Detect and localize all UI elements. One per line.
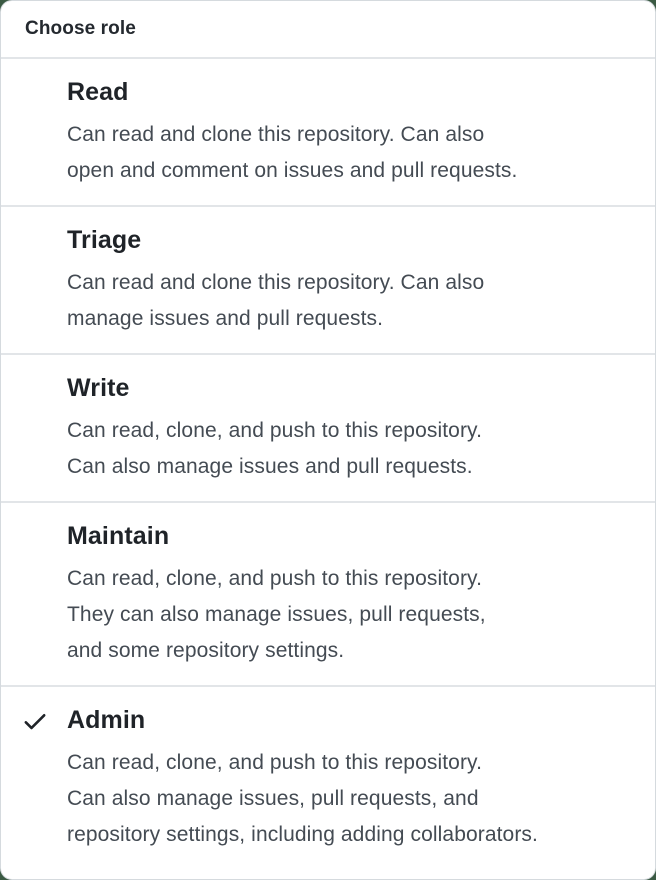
menu-header <box>1 1 655 59</box>
description-line: repository settings, including adding collaborators. <box>67 823 538 846</box>
description-line: Can read and clone this repository. Can also <box>67 271 485 294</box>
description-line: Can read, clone, and push to this repository. <box>67 419 483 442</box>
role-name: Admin <box>67 706 146 734</box>
description-line: Can read and clone this repository. Can also <box>67 123 485 146</box>
check-icon <box>21 707 49 735</box>
role-name: Triage <box>67 226 142 254</box>
description-line: and some repository settings. <box>67 639 345 662</box>
menu-title: Choose role <box>25 18 136 39</box>
role-option-read[interactable] <box>1 59 655 207</box>
role-name: Read <box>67 78 129 106</box>
description-line: Can also manage issues, pull requests, and <box>67 787 479 810</box>
role-description <box>67 561 631 669</box>
role-name: Maintain <box>67 522 170 550</box>
role-description <box>67 265 631 337</box>
role-description <box>67 745 631 853</box>
role-option-admin[interactable] <box>1 687 655 869</box>
role-option-maintain[interactable] <box>1 503 655 687</box>
description-line: They can also manage issues, pull requests, <box>67 603 486 626</box>
description-line: Can read, clone, and push to this repository. <box>67 751 483 774</box>
role-description <box>67 117 631 189</box>
description-line: open and comment on issues and pull requests. <box>67 159 518 182</box>
description-line: Can also manage issues and pull requests. <box>67 455 473 478</box>
description-line: Can read, clone, and push to this repository. <box>67 567 483 590</box>
role-name: Write <box>67 374 130 402</box>
role-description <box>67 413 631 485</box>
role-option-triage[interactable] <box>1 207 655 355</box>
description-line: manage issues and pull requests. <box>67 307 384 330</box>
role-option-write[interactable] <box>1 355 655 503</box>
